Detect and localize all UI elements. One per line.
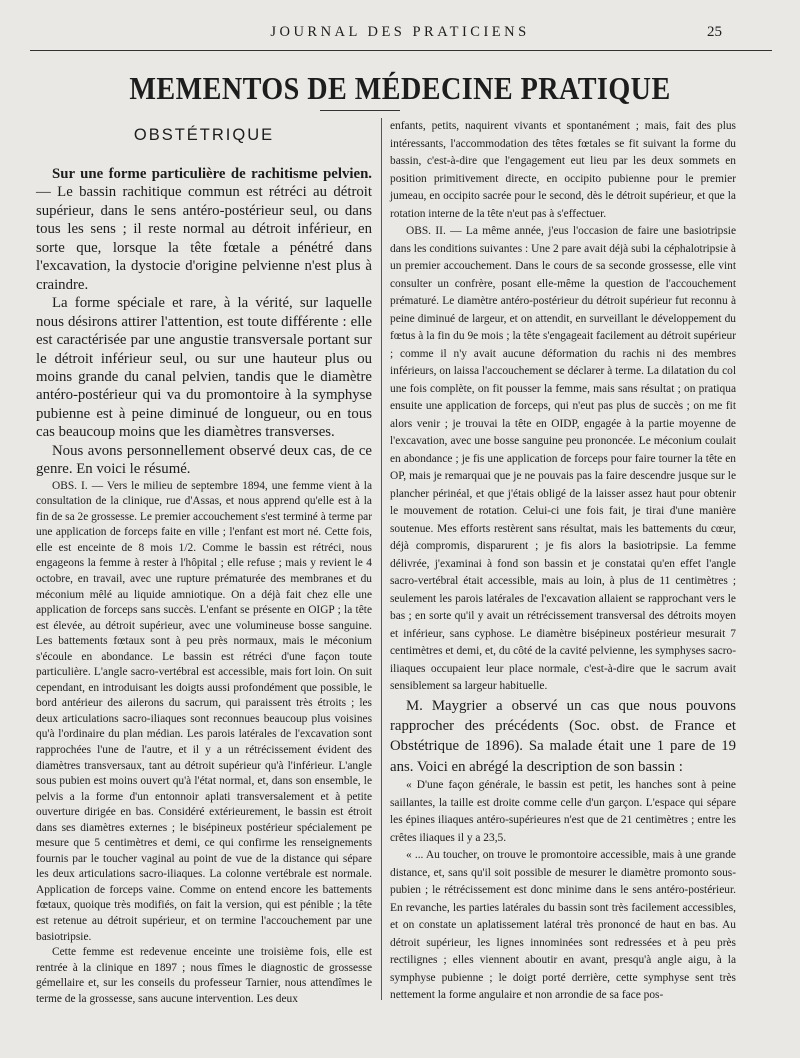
page-title: MEMENTOS DE MÉDECINE PRATIQUE bbox=[129, 70, 671, 106]
intro-text: — Le bassin rachitique commun est rétréci au détroit supérieur, dans le sens antéro-postérieur seul, ou dans tous les sens ; il reste normal au détroit inférieur, en sorte que, lorsque la tête fœtale a pénétré dans l'excavation, la dystocie d'origine pelvienne n'est plus à craindre. bbox=[36, 184, 372, 293]
journal-name: JOURNAL DES PRATICIENS bbox=[270, 24, 530, 40]
article-heading: Sur une forme particulière de rachitisme pelvien. bbox=[52, 166, 372, 182]
left-column bbox=[36, 122, 372, 1007]
observation-2: OBS. II. — La même année, j'eus l'occasion de faire une basiotripsie dans les conditions suivantes : Une 2 pare avait déjà subi la céphalotripsie à un premier accouchement. Dans le cours de sa seconde grossesse, elle vint consulter un confrère, posant elle-même la question de l'accouchement prématuré. Le diamètre antéro-postérieur du détroit supérieur fut reconnu à peine diminué de largeur, et on attendit, en surveillant le développement du fœtus à la fin du 9e mois ; la tête s'engageait facilement au détroit supérieur ; comme il n'y avait aucune déformation du rachis ni des membres inférieurs, on laissa l'accouchement se déclarer à terme. La dilatation du col une fois complète, on fit pousser la femme, mais sans résultat ; on pratiqua ensuite une application de forceps, qui n'eut pas plus de succès ; on me fit alors venir ; je trouvai la tête en OIDP, engagée à la partie moyenne de l'excavation, avec une bosse sanguine peu prononcée. Le méconium coulait en abondance ; je fis une application de forceps pour faire tourner la tête en OP, mais je remarquai que je ne pouvais pas la faire descendre jusque sur le plancher périnéal, et que j'étais obligé de la laisser assez haut pour obtenir le mouvement de rotation. Celui-ci une fois fait, je tirai d'une manière soutenue. Mes efforts restèrent sans résultat, mais les battements du cœur, déjà compromis, disparurent ; je fis alors la basiotripsie. La femme délivrée, j'examinai à fond son bassin et je constatai qu'en effet l'angle sacro-vertébral était accessible, mais au loin, à plus de 11 centimètres ; seulement les parois latérales de l'excavation allaient se rapprochant vers le bas ; en sorte qu'il y avait un rétrécissement transversal des détroits moyen et inférieur, sans cyphose. Le diamètre bisépineux postérieur mesurait 7 centimètres et demi, et, du côté de la cavité pelvienne, les symphyses sacro-iliaques occupaient leur place normale, c'est-à-dire que le sacrum avait sensiblement sa largeur habituelle. bbox=[390, 225, 736, 692]
paragraph-maygrier: M. Maygrier a observé un cas que nous pouvons rapprocher des précédents (Soc. obst. de France et Obstétrique de 1896). Sa malade était une 1 pare de 19 ans. Voici en abrégé la description de son bassin : bbox=[390, 697, 736, 775]
section-title: OBSTÉTRIQUE bbox=[133, 126, 275, 144]
paragraph-transverse-form: La forme spéciale et rare, à la vérité, sur laquelle nous désirons attirer l'attention, est toute différente : elle est caractérisée par une angustie transversale portant sur le détroit inférieur seul, ou sur une hauteur plus ou moins grande du canal pelvien, tandis que le diamètre antéro-postérieur qui va du promontoire à la symphyse pubienne est à peine diminué de longueur, ou en tous cas beaucoup moins que les diamètres transverses. bbox=[36, 295, 372, 441]
title-rule bbox=[320, 110, 400, 111]
quote-palpation: « ... Au toucher, on trouve le promontoire accessible, mais à une grande distance, et, sans qu'il soit possible de mesurer le diamètre promonto sous-pubien ; le rétrécissement est donc minime dans le sens antéro-postérieur. En revanche, les parties latérales du bassin sont très facilement accessibles, et on constate un aplatissement latéral très prononcé de haut en bas. Au détroit supérieur, les lignes innominées sont redressées et à peu près rectilignes ; elles viennent aboutir en avant, presqu'à angle aigu, à la symphyse pubienne ; le doigt porté derrière, cette symphyse sent très nettement la forme angulaire et non arrondie de sa face pos- bbox=[390, 849, 736, 1002]
page-number: 25 bbox=[707, 24, 722, 40]
header-rule bbox=[30, 50, 772, 51]
observation-1: OBS. I. — Vers le milieu de septembre 1894, une femme vient à la consultation de la clinique, rue d'Assas, et nous apprend qu'elle est à la fin de sa 2e grossesse. Le premier accouchement s'est terminé à terme par une application de forceps faite en ville ; l'enfant est mort né. Cette fois, elle est enceinte de 8 mois 1/2. Comme le bassin est rétréci, nous engageons la femme à rester à l'hôpital ; elle refuse ; mais y revient le 4 octobre, en travail, avec une rupture prématurée des membranes et du méconium mêlé au liquide amniotique. On a déjà fait chez elle une application de forceps sans succès. L'enfant se présente en OIGP ; la tête est élevée, au détroit supérieur, avec une volumineuse bosse sanguine. Les battements fœtaux sont à peu près normaux, mais le méconium s'écoule en abondance. Le bassin est rétréci d'une façon toute particulière. L'angle sacro-vertébral est accessible, mais fort loin. On suit cependant, en introduisant les doigts aussi profondément que possible, le bord antérieur des ailerons du sacrum, qui paraissent très étroits ; les deux articulations sacro-iliaques sont reconnues beaucoup plus voisines qu'à l'ordinaire du plan médian. Les parois latérales de l'excavation sont rapprochées l'une de l'autre, et il y a un rétrécissement évident des diamètres transversaux, tant au détroit supérieur qu'à l'inférieur. L'angle sous pubien est moins ouvert qu'à l'état normal, et, dans son ensemble, le pelvis a la forme d'un entonnoir aplati transversalement et à petite ouverture dirigée en bas. Considéré extérieurement, le bassin est étroit dans ses diamètres externes ; le bisépineux postérieur spécialement pe mesure que 5 centimètres et demi, ce qui confirme les renseignements fournis par le toucher vaginal au point de vue de la distance qui sépare les deux articulations sacro-iliaques. La colonne vertébrale est normale. Application de forceps vaine. Comme on entend encore les battements fœtaux, quoique très modifiés, on fait la version, qui est pénible ; la tête est retenue au détroit supérieur, et on termine l'accouchement par une basiotripsie. bbox=[36, 479, 372, 943]
article-intro bbox=[36, 165, 372, 294]
column-divider bbox=[381, 118, 382, 1000]
paragraph-twins: enfants, petits, naquirent vivants et spontanément ; mais, fait des plus intéressants, l'accommodation des têtes fœtales se fit suivant la forme du bassin, c'est-à-dire que l'engagement eut lieu par les deux sommets en position primitivement directe, en occipito pubienne pour le premier jumeau, en occipito sacrée pour le second, dès le détroit supérieur, et que la rotation interne de la tête n'eut pas à s'effectuer. bbox=[390, 120, 736, 220]
observation-1-continued: Cette femme est redevenue enceinte une troisième fois, elle est rentrée à la clinique en 1897 ; nous fîmes le diagnostic de grossesse gémellaire et, sur les conseils du professeur Tarnier, nous attendîmes le terme de la grossesse, sans aucune intervention. Les deux bbox=[36, 946, 372, 1005]
running-head bbox=[0, 24, 800, 44]
paragraph-two-cases: Nous avons personnellement observé deux cas, de ce genre. En voici le résumé. bbox=[36, 442, 372, 478]
right-column bbox=[390, 118, 736, 1005]
quote-pelvis-general: « D'une façon générale, le bassin est petit, les hanches sont à peine saillantes, la taille est droite comme celle d'un garçon. L'espace qui sépare les épines iliaques antéro-supérieures n'est que de 21 centimètres ; entre les crêtes iliaques il y a 23,5. bbox=[390, 779, 736, 844]
